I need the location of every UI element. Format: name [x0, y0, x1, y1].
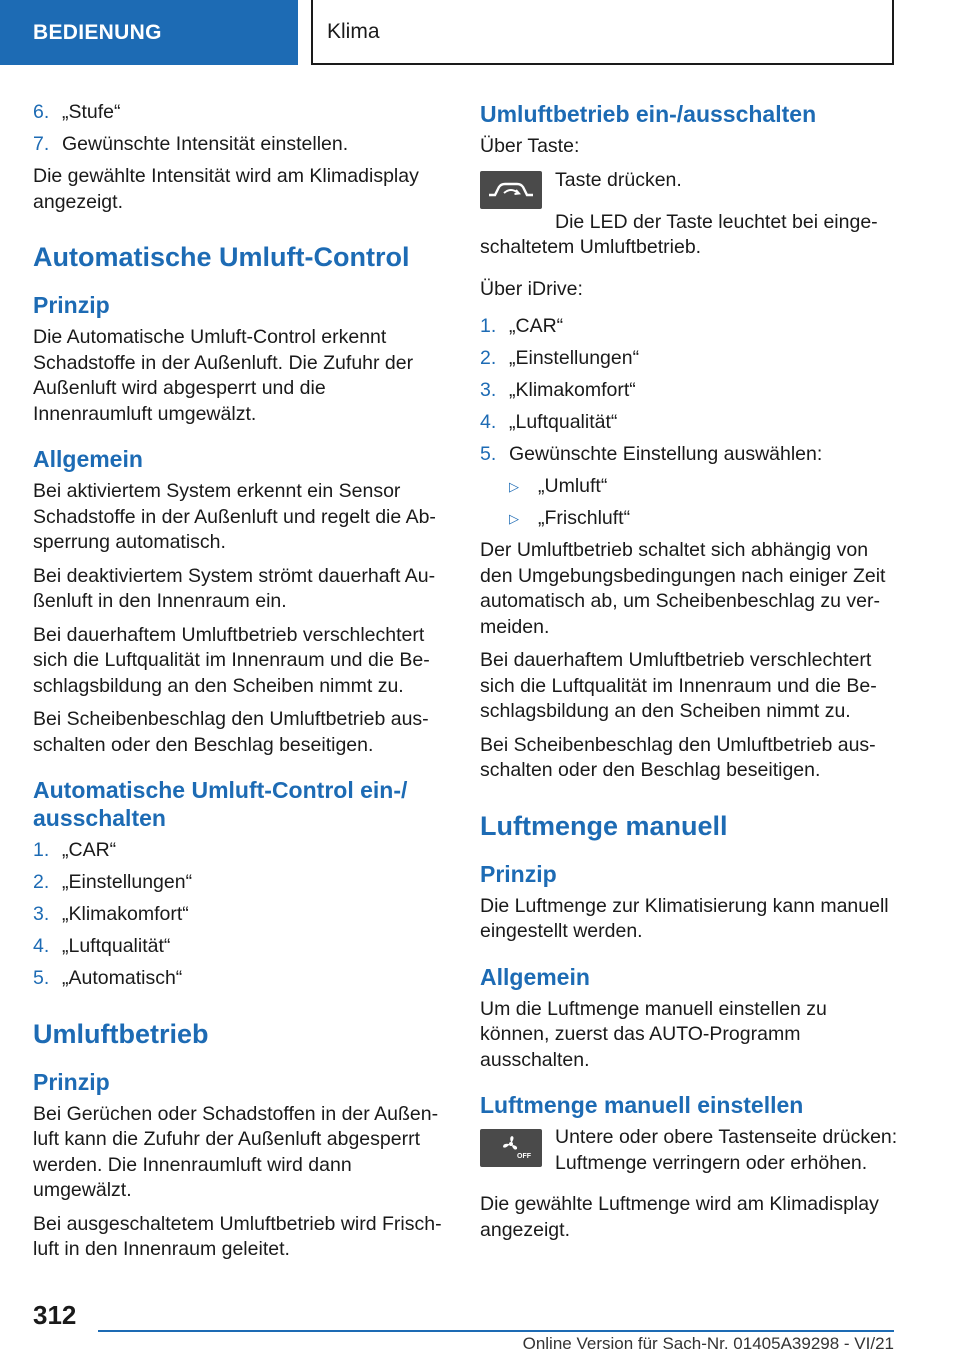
- heading-recirculation-on-off: Umluftbetrieb ein-/ausschalten: [480, 101, 817, 127]
- paragraph-general: Bei deaktiviertem System strömt dauerhaft Außenluft in den Innenraum ein.: [33, 564, 436, 612]
- step-list-idrive: [480, 314, 900, 468]
- triangle-bullet-icon: ▷: [509, 479, 519, 494]
- list-item: [480, 378, 900, 404]
- list-number: 5.: [33, 967, 50, 989]
- triangle-bullet-icon: ▷: [509, 511, 519, 526]
- list-item: [480, 410, 900, 436]
- list-text: „Einstellungen“: [62, 871, 193, 893]
- heading-principle: Prinzip: [480, 860, 557, 887]
- paragraph-fogging: Bei Scheibenbeschlag den Umluftbetrieb ausschalten oder den Beschlag beseitigen.: [480, 733, 876, 781]
- page-number: 312: [33, 1300, 77, 1330]
- fan-button-icon: [480, 1129, 542, 1167]
- list-number: 6.: [33, 101, 50, 123]
- paragraph-air-volume-display: Die gewählte Luftmenge wird am Klimadisplay angezeigt.: [480, 1193, 879, 1241]
- heading-automatic-recirculation: Automatische Umluft-Control: [33, 242, 410, 272]
- sub-option-list: [509, 474, 900, 532]
- list-text: „Klimakomfort“: [509, 379, 636, 401]
- list-number: 4.: [480, 411, 497, 433]
- footer-divider: [98, 1330, 894, 1332]
- paragraph-via-idrive: Über iDrive:: [480, 277, 583, 300]
- list-text: „Stufe“: [62, 101, 121, 123]
- paragraph-general: Bei aktiviertem System erkennt ein Sensor Schadstoffe in der Außenluft und regelt die Absperrung automatisch.: [33, 480, 436, 553]
- list-number: 4.: [33, 935, 50, 957]
- footer-version-text: Online Version für Sach-Nr. 01405A39298 - VI/21: [522, 1334, 894, 1353]
- heading-air-volume: Luftmenge manuell: [480, 810, 728, 841]
- paragraph-principle: Die Luftmenge zur Klimatisierung kann manuell eingestellt werden.: [480, 894, 889, 942]
- list-number: 2.: [480, 347, 497, 369]
- list-text: „Luftqualität“: [509, 411, 618, 433]
- car-recirculation-icon: [485, 176, 537, 204]
- paragraph-general: Um die Luftmenge manuell einstellen zu können, zuerst das AUTO-Programm ausschalten.: [480, 997, 827, 1071]
- list-item: [33, 132, 445, 158]
- heading-general: Allgemein: [33, 446, 143, 472]
- heading-recirculation-mode: Umluftbetrieb: [33, 1018, 209, 1049]
- list-item: [480, 346, 900, 372]
- paragraph-recirculation: Bei Gerüchen oder Schadstoffen in der Außenluft kann die Zufuhr der Außenluft abgesperrt werden. Die Innenraumluft wird dann umgewälzt.: [33, 1102, 439, 1201]
- list-number: 1.: [33, 839, 50, 861]
- chapter-header: [311, 0, 894, 65]
- button-instruction: [480, 168, 900, 209]
- list-number: 1.: [480, 315, 497, 337]
- list-number: 3.: [33, 903, 50, 925]
- sub-list-item: [509, 506, 900, 532]
- list-text: „CAR“: [62, 839, 117, 861]
- list-number: 3.: [480, 379, 497, 401]
- list-text: „Luftqualität“: [62, 935, 171, 957]
- list-text: Gewünschte Einstellung auswählen:: [509, 443, 823, 465]
- list-number: 7.: [33, 133, 50, 155]
- fan-icon: [498, 1135, 524, 1153]
- heading-set-air-volume: Luftmenge manuell einstellen: [480, 1092, 804, 1118]
- paragraph-general: Bei Scheibenbeschlag den Umluftbetrieb ausschalten oder den Beschlag beseitigen.: [33, 708, 429, 756]
- list-item: [33, 838, 445, 864]
- list-text: „Automatisch“: [62, 967, 183, 989]
- list-item: [480, 442, 900, 468]
- instruction-fan-button: Untere oder obere Tastenseite drücken: Luftmenge verringern oder erhöhen.: [555, 1126, 898, 1174]
- fan-off-label: OFF: [517, 1153, 531, 1160]
- heading-principle: Prinzip: [33, 1068, 110, 1095]
- fan-instruction: [480, 1125, 900, 1182]
- section-title: BEDIENUNG: [33, 20, 162, 44]
- list-number: 5.: [480, 443, 497, 465]
- paragraph-intensity-display: Die gewählte Intensität wird am Klimadisplay angezeigt.: [33, 165, 419, 213]
- list-item: [33, 934, 445, 960]
- list-text: „Einstellungen“: [509, 347, 640, 369]
- sub-list-text: „Frischluft“: [538, 507, 631, 529]
- paragraph-auto-off: Der Umluftbetrieb schaltet sich abhängig von den Umgebungsbedingungen nach einiger Zeit automatisch ab, um Scheibenbeschlag zu vermeiden.: [480, 539, 886, 638]
- list-text: Gewünschte Intensität einstellen.: [62, 133, 349, 155]
- paragraph-air-quality: Bei dauerhaftem Umluftbetrieb verschlechtert sich die Luftqualität im Innenraum und die Beschlagsbildung an den Scheiben nimmt zu.: [480, 649, 877, 722]
- chapter-title: Klima: [327, 19, 380, 43]
- list-text: „Klimakomfort“: [62, 903, 189, 925]
- paragraph-general: Bei dauerhaftem Umluftbetrieb verschlechtert sich die Luftqualität im Innenraum und die Beschlagsbildung an den Scheiben nimmt zu.: [33, 623, 430, 697]
- step-list-automatic: [33, 838, 445, 992]
- recirculation-button-icon: [480, 171, 542, 209]
- heading-principle: Prinzip: [33, 292, 110, 318]
- list-item: [33, 870, 445, 896]
- section-header: [0, 0, 298, 65]
- sub-list-text: „Umluft“: [538, 475, 608, 497]
- instruction-led: Die LED der Taste leuchtet bei eingeschaltetem Umluftbetrieb.: [480, 210, 878, 258]
- list-text: „CAR“: [509, 315, 564, 337]
- heading-general: Allgemein: [480, 963, 590, 990]
- paragraph-principle: Die Automatische Umluft-Control erkennt Schadstoffe in der Außenluft. Die Zufuhr der Außenluft wird abgesperrt und die Innenraumluft umgewälzt.: [33, 326, 414, 425]
- left-column: [33, 100, 445, 1271]
- right-column: [480, 100, 900, 1251]
- list-item: [33, 966, 445, 992]
- heading-switch-on-off: Automatische Umluft-Control ein-/ ausschalten: [33, 777, 408, 831]
- paragraph-via-button: Über Taste:: [480, 135, 580, 157]
- sub-list-item: [509, 474, 900, 500]
- list-number: 2.: [33, 871, 50, 893]
- step-list-intensity: [33, 100, 445, 158]
- paragraph-recirculation: Bei ausgeschaltetem Umluftbetrieb wird Frischluft in den Innenraum geleitet.: [33, 1212, 442, 1260]
- list-item: [33, 100, 445, 126]
- list-item: [480, 314, 900, 340]
- list-item: [33, 902, 445, 928]
- instruction-press-button: Taste drücken.: [555, 168, 682, 191]
